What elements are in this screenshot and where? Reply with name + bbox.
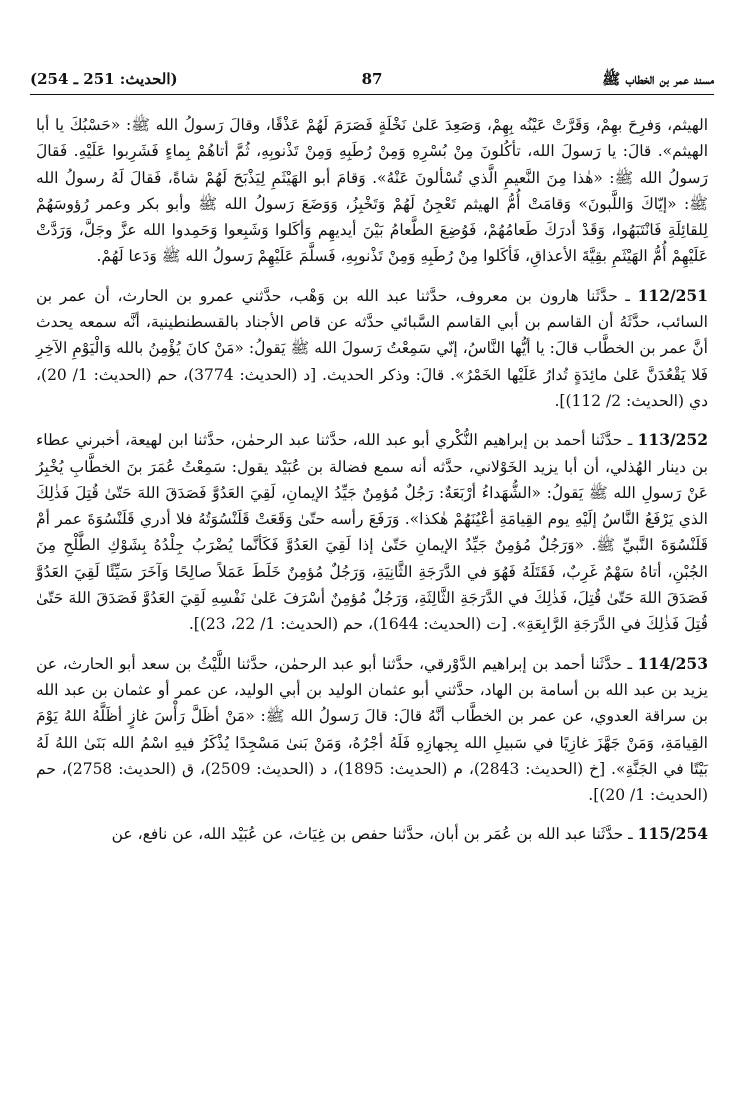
page-header (30, 68, 714, 95)
hadith-254 (36, 821, 708, 847)
hadith-text: ـ حدَّثَنا عبد الله بن عُمَر بن أبان، حدَّثنا حفص بن غِيَاث، عن عُبَيْد الله، عن نافع، عن (111, 825, 633, 844)
hadith-text: ـ حدَّثَنا أحمد بن إبراهيم الدَّوْرقي، حدَّثنا أبو عبد الرحمٰن، حدَّثنا اللَّيْثُ بن سعد أبو الحارث، عن يزيد بن عبد الله بن أسامة بن الهاد، حدَّثني أبو عثمان الوليد بن أبي الوليد، عن عمر أو عثمان بن عبد الله بن سراقة العدوي، عن عمر بن الخطَّاب أنَّهُ قالَ: قالَ رَسولُ الله ﷺ: «مَنْ أظَلَّ رَأْسَ غازٍ أظَلَّهُ اللهُ يَوْمَ القِيامَةِ، وَمَنْ جَهَّزَ غازِيًا في سَبيلِ الله بِجهازِهِ فَلَهُ أجْرُهُ، وَمَنْ بَنىٰ مَسْجِدًا يُذْكَرُ فيهِ اسْمُ الله بَنَىٰ اللهُ لَهُ بَيْتًا في الجَنَّةِ». [خ (الحديث: 2843)، م (الحديث: 1895)، د (الحديث: 2509)، ق (الحديث: 2758)، حم (الحديث: 1/ 20)]. (36, 654, 708, 805)
intro-paragraph: الهيثم، وَفرِحَ بهِمْ، وَقَرَّتْ عَيْنُه بِهِمْ، وَصَعِدَ عَلىٰ نَخْلَةٍ فَصَرَمَ لَهُمْ عَذْقًا، وقالَ رَسولُ الله ﷺ: «حَسْبُكَ يا أبا الهيثم». قالَ: يا رَسولَ الله، تأكُلونَ مِنْ بُسْرِهِ وَمِنْ رُطَبِهِ وَمِنْ تَذْنوبِهِ، ثُمَّ أتاهُمْ بِماءٍ فَشَرِبوا عَلَيْهِ. فَقالَ رَسولُ الله ﷺ: «هٰذا مِنَ النَّعيمِ الَّذي تُسْألونَ عَنْهُ». وَقامَ أبو الهَيْثَمِ لِيَذْبَحَ لَهُمْ شاةً، فَقالَ لَهُ رسولُ الله ﷺ: «إيّاكَ وَاللَّبونَ» وَقامَتْ أُمُّ الهيثم تَعْجِنُ لَهُمْ وَتَخْبِزُ، وَوَضَعَ رَسولُ الله ﷺ وأبو بكر وعمر رُؤوسَهُمْ لِلقائِلَةِ فَانْتَبَهُوا، وَقَدْ أدرَكَ طَعامُهُمْ، فَوُضِعَ الطَّعامُ بَيْنَ أيديهِم وَأكَلوا وَشَبِعوا وَحَمِدوا الله عزَّ وجَلَّ، وَرَدَّتْ عَلَيْهِمْ أُمُّ الهَيْثَمِ بقِيَّةَ الأعذاقِ، فَأكَلوا مِنْ رُطَبِهِ وَمِنْ تَذْنوبِهِ، فَسلَّمَ عَلَيْهِمْ رَسولُ الله ﷺ وَدَعا لَهُمْ. (36, 116, 708, 266)
hadith-range: (الحديث: 251 ـ 254) (30, 70, 178, 88)
page-number: 87 (361, 70, 383, 88)
hadith-number: 112/251 (637, 285, 708, 305)
book-title: مسند عمر بن الخطاب ﷺ (602, 70, 714, 88)
page-body (36, 112, 708, 848)
hadith-number: 114/253 (637, 653, 708, 673)
hadith-251 (36, 283, 708, 414)
hadith-number: 115/254 (637, 824, 708, 844)
hadith-number: 113/252 (637, 430, 709, 450)
hadith-253 (36, 651, 708, 809)
hadith-text: ـ حدَّثَنا هارون بن معروف، حدَّثنا عبد الله بن وَهْب، حدَّثني عمرو بن الحارث، أن عمر بن السائب، حدَّثَهُ أن القاسم بن أبي القاسم السَّبائي حدَّثه عن قاص الأجناد بالقسطنطينية، أنَّه سمعه يحدث أنَّ عمر بن الخطَّاب قالَ: يا أيُّها النَّاسُ، إنّي سَمِعْتُ رَسولَ الله ﷺ يَقولُ: «مَنْ كانَ يُؤْمِنُ بالله وَالْيَوْمِ الآخِرِ فَلا يَقْعُدَنَّ عَلىٰ مائِدَةٍ تُدارُ عَلَيْها الخَمْرُ». قالَ: وذكر الحديث. [د (الحديث: 3774)، حم (الحديث: 1/ 20)، دي (الحديث: 2/ 112)]. (36, 286, 708, 410)
hadith-text: ـ حدَّثَنا أحمد بن إبراهيم النُّكْري أبو عبد الله، حدَّثنا عبد الرحمٰن، حدَّثنا ابن لهيعة، أخبرني عطاء بن دينار الهُذلي، أن أبا يزيد الخَوْلاني، حدَّثه أنه سمع فضالة بن عُبَيْد يقول: سَمِعْتُ عُمَرَ بنَ الخطَّابِ يُخْبِرُ عَنْ رَسولِ الله ﷺ يَقولُ: «الشُّهَداءُ أرْبَعَةٌ: رَجُلٌ مُؤمِنٌ جَيِّدُ الإيمانِ، لَقِيَ العَدُوَّ فَصَدَقَ اللهَ حَتّىٰ قُتِلَ فَذٰلِكَ الذي يَرْفَعُ النَّاسُ إلَيْهِ يوم القِيامَةِ أعْيُنَهُمْ هٰكذا». وَرَفَعَ رأسه حتّىٰ وَقَعَتْ قَلَنْسُوَتُهُ فلا أدري قَلَنْسُوَةَ عمر أمْ قَلَنْسُوَةَ النَّبيِّ ﷺ. «وَرَجُلٌ مُؤمِنٌ جَيِّدُ الإيمانِ حَتّىٰ إذا لَقِيَ العَدُوَّ فَكَأنَّما يُضْرَبُ جِلْدُهُ بِشَوْكِ الطَّلْحِ مِنَ الجُبْنِ، أتاهُ سَهْمٌ غَرِبٌ، فَقَتَلَهُ فَهُوَ في الدَّرَجَةِ الثَّانِيَةِ، وَرَجُلٌ مُؤمِنٌ خَلَطَ عَمَلاً صالِحًا وَآخَرَ سَيِّئًا لَقِيَ العَدُوَّ فَصَدَقَ اللهَ حَتّىٰ قُتِلَ، فَذٰلِكَ في الدَّرَجَةِ الثَّالِثَةِ، وَرَجُلٌ مُؤمِنٌ أسْرَفَ عَلىٰ نَفْسِهِ لَقِيَ العَدُوَّ فَصَدَقَ اللهَ حَتّىٰ قُتِلَ فَذٰلِكَ في الدَّرَجَةِ الرَّابِعَةِ». [ت (الحديث: 1644)، حم (الحديث: 1/ 22، 23)]. (36, 431, 708, 634)
hadith-252 (36, 427, 708, 637)
